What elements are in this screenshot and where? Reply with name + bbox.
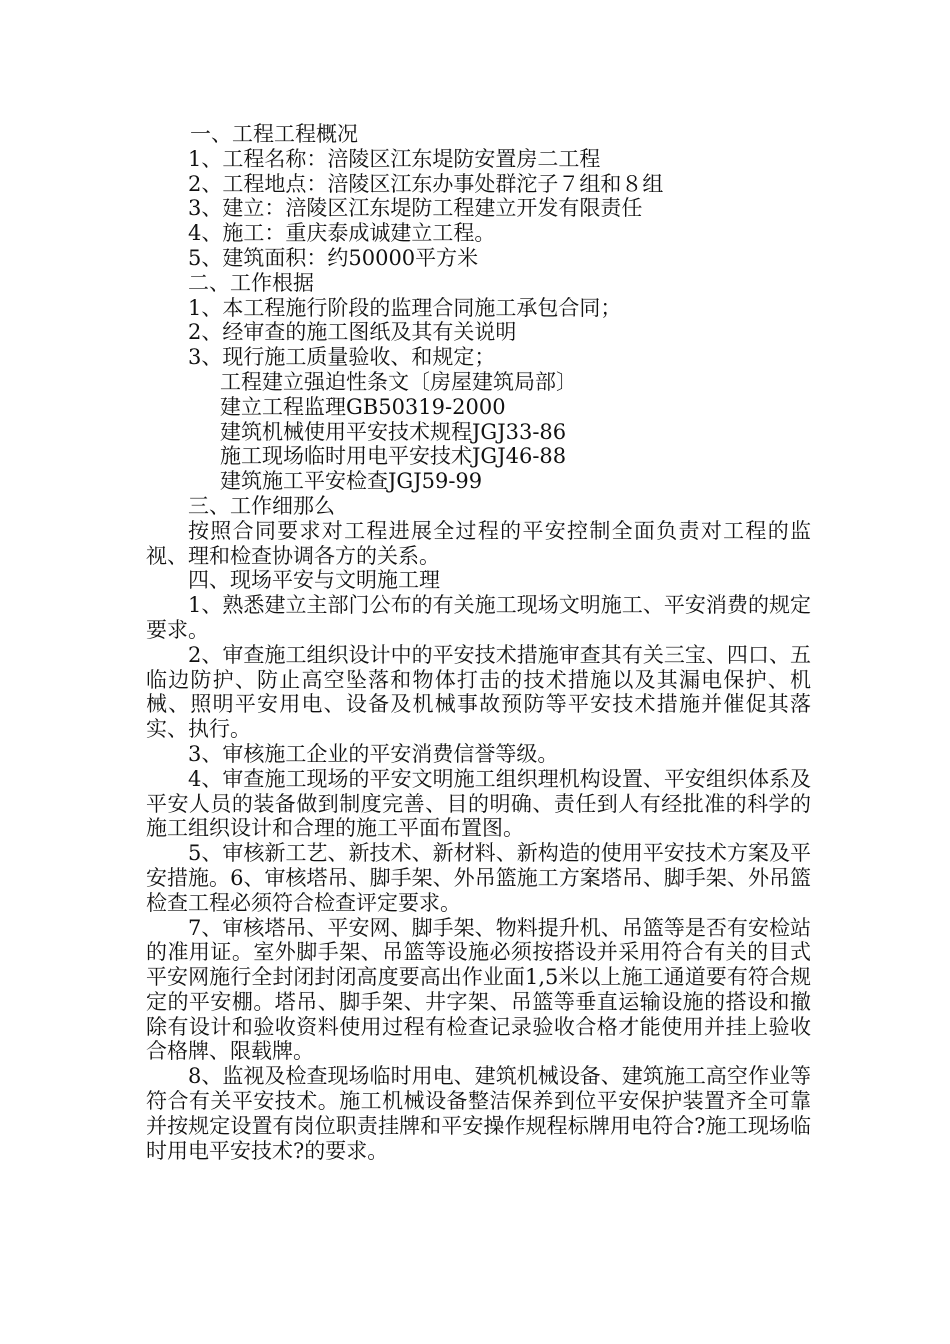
text-line: 一、工程工程概况 <box>190 122 358 146</box>
text-line: 三、工作细那么 <box>188 493 335 518</box>
text-line: 1、本工程施行阶段的监理合同施工承包合同； <box>188 295 622 320</box>
paragraph: 1、熟悉建立主部门公布的有关施工现场文明施工、平安消费的规定要求。 <box>146 593 811 642</box>
paragraph: 按照合同要求对工程进展全过程的平安控制全面负责对工程的监视、理和检查协调各方的关系。 <box>146 518 811 568</box>
text-line: 工程建立强迫性条文〔房屋建筑局部〕 <box>220 369 577 394</box>
text-line: 2、工程地点：涪陵区江东办事处群沱子７组和８组 <box>188 171 664 196</box>
text-line: 建筑机械使用平安技术规程JGJ33-86 <box>220 419 567 444</box>
document-body <box>146 122 811 1163</box>
paragraph: 5、审核新工艺、新技术、新材料、新构造的使用平安技术方案及平安措施。6、审核塔吊、脚手架、外吊篮施工方案塔吊、脚手架、外吊篮检查工程必须符合检查评定要求。 <box>146 841 811 915</box>
paragraph: 7、审核塔吊、平安网、脚手架、物料提升机、吊篮等是否有安检站的准用证。室外脚手架、吊篮等设施必须按搭设并采用符合有关的目式平安网施行全封闭封闭高度要高出作业面1,5米以上施工通道要有符合规定的平安棚。塔吊、脚手架、井字架、吊篮等垂直运输设施的搭设和撤除有设计和验收资料使用过程有检查记录验收合格才能使用并挂上验收合格牌、限载牌。 <box>146 915 811 1064</box>
paragraph: 3、审核施工企业的平安消费信誉等级。 <box>188 741 559 766</box>
text-line: 四、现场平安与文明施工理 <box>188 568 440 593</box>
paragraph: 8、监视及检查现场临时用电、建筑机械设备、建筑施工高空作业等符合有关平安技术。施工机械设备整洁保养到位平安保护装置齐全可靠并按规定设置有岗位职责挂牌和平安操作规程标牌用电符合?施工现场临时用电平安技术?的要求。 <box>146 1064 811 1163</box>
text-line: 3、建立：涪陵区江东堤防工程建立开发有限责任 <box>188 196 643 221</box>
text-line: 施工现场临时用电平安技术JGJ46-88 <box>220 444 567 469</box>
paragraph: 2、审查施工组织设计中的平安技术措施审查其有关三宝、四口、五临边防护、防止高空坠落和物体打击的技术措施以及其漏电保护、机械、照明平安用电、设备及机械事故预防等平安技术措施并催促其落实、执行。 <box>146 642 811 742</box>
text-line: 5、建筑面积：约50000平方米 <box>188 245 479 270</box>
text-line: 二、工作根据 <box>188 270 314 295</box>
text-line: 建筑施工平安检查JGJ59-99 <box>220 469 483 494</box>
paragraph: 4、审查施工现场的平安文明施工组织理机构设置、平安组织体系及平安人员的装备做到制度完善、目的明确、责任到人有经批准的科学的施工组织设计和合理的施工平面布置图。 <box>146 766 811 841</box>
text-line: 4、施工：重庆泰成诚建立工程。 <box>188 221 496 246</box>
text-line: 1、工程名称：涪陵区江东堤防安置房二工程 <box>188 146 601 171</box>
text-line: 3、现行施工质量验收、和规定； <box>188 345 496 370</box>
text-line: 2、经审查的施工图纸及其有关说明 <box>188 320 517 345</box>
text-line: 建立工程监理GB50319-2000 <box>220 394 506 419</box>
